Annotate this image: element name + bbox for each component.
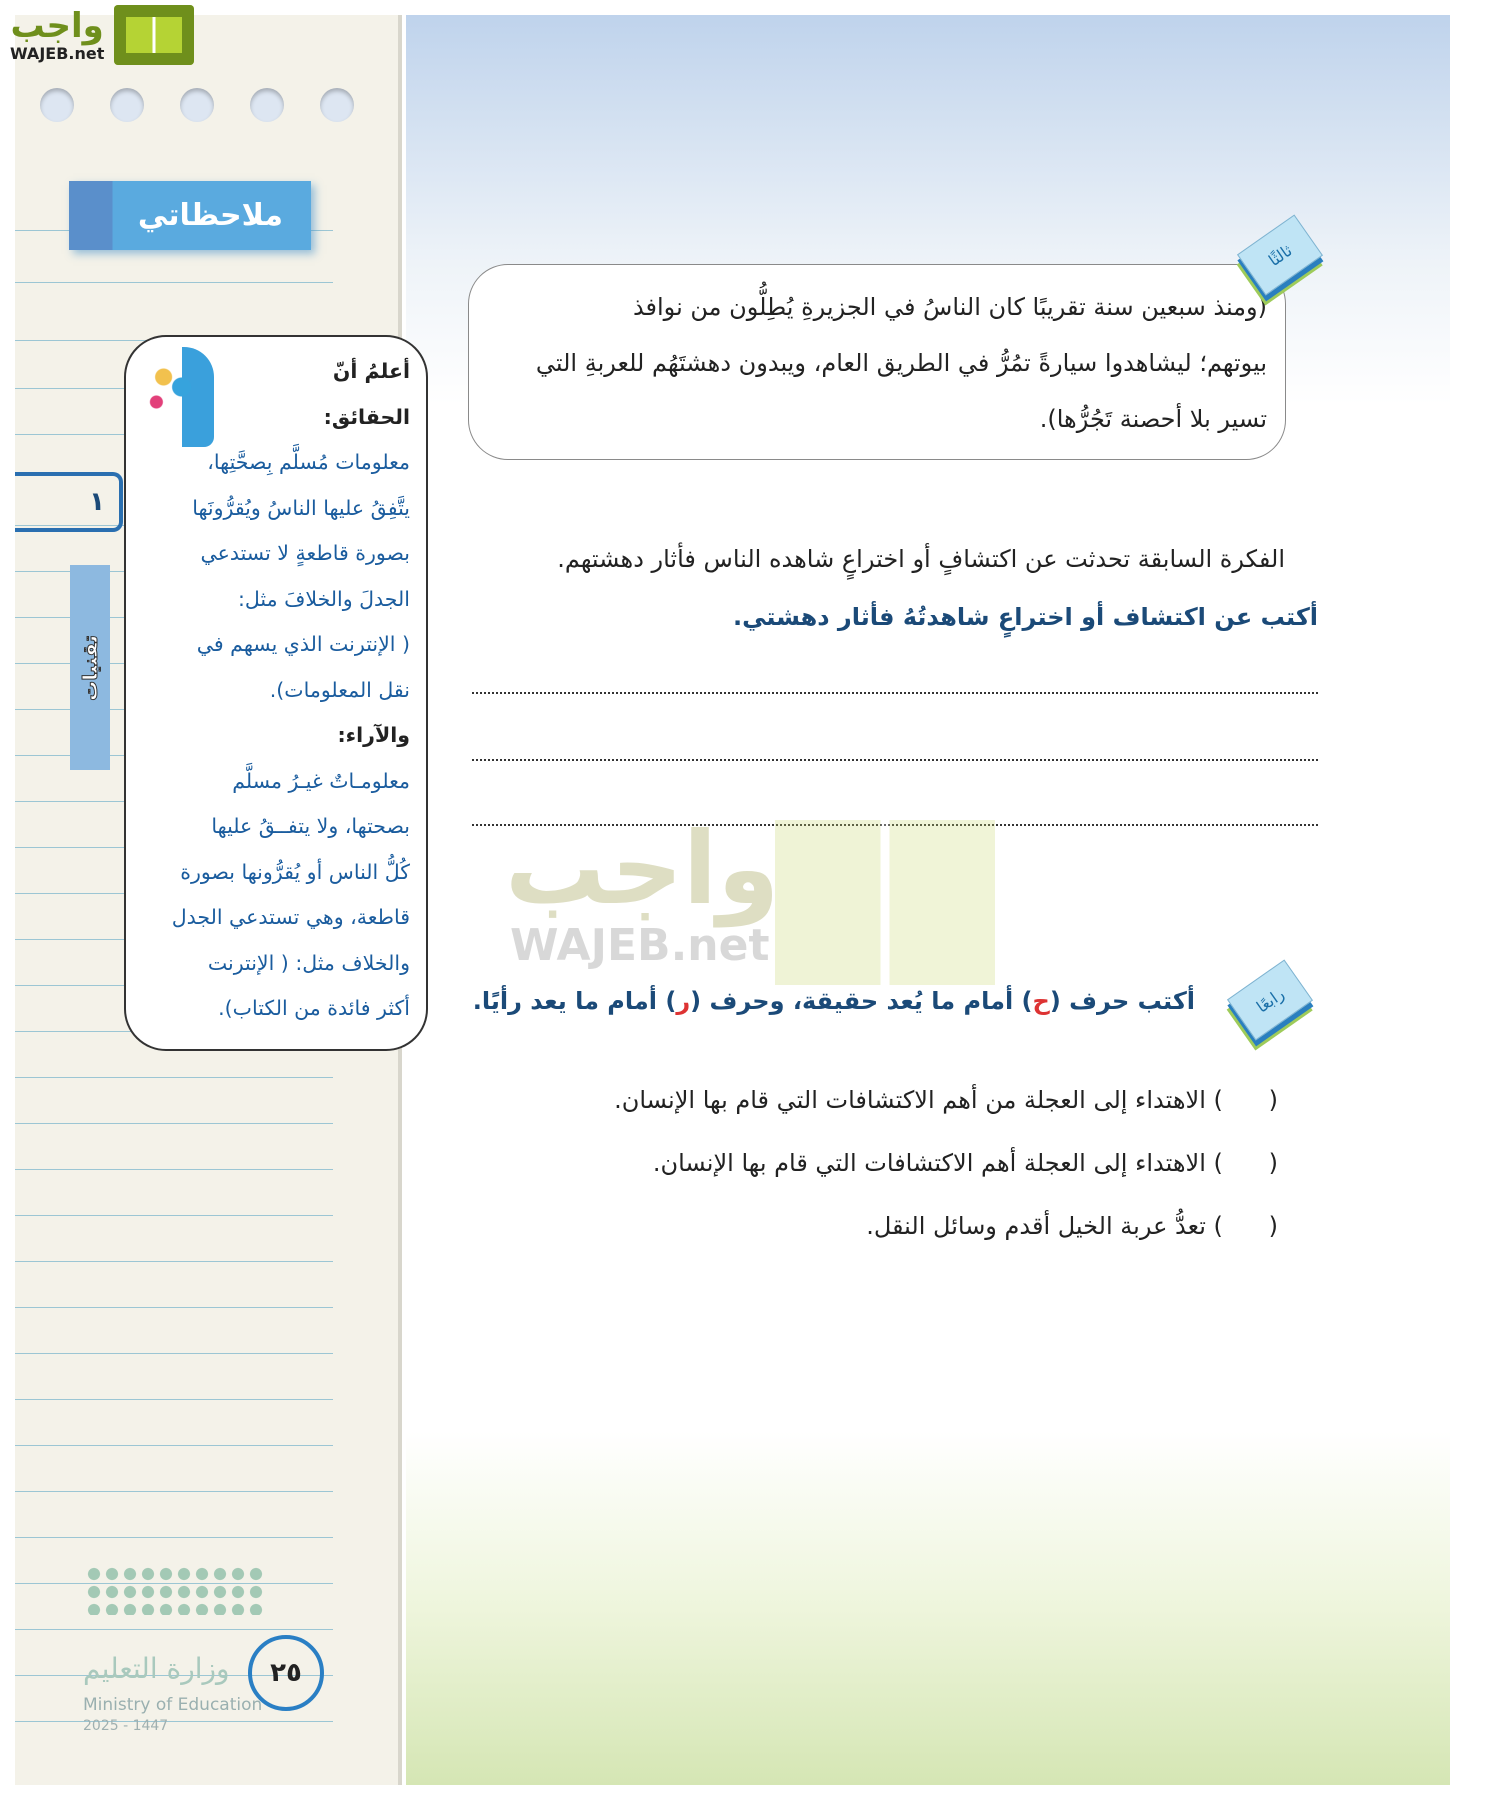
facts-line: نقل المعلومات). [269, 677, 410, 702]
passage-line: تسير بلا أحصنة تَجُرُّها). [1039, 405, 1267, 433]
binder-hole [320, 88, 354, 122]
binder-hole [40, 88, 74, 122]
section4-task [473, 987, 1195, 1015]
ministry-logo-dots [85, 1565, 265, 1615]
binder-hole [110, 88, 144, 122]
watermark-book-icon [775, 820, 995, 985]
head-gears-icon [142, 347, 214, 447]
opinions-line: معلومـاتٌ غيـرُ مسلَّم [232, 768, 410, 793]
facts-line: معلومات مُسلَّم بِصحَّتِها، [207, 450, 410, 474]
binder-hole [250, 88, 284, 122]
page-number [248, 1635, 324, 1711]
opinions-line: كُلُّ الناس أو يُقرُّونها بصورة [180, 859, 410, 884]
ministry-name-en: Ministry of Education [83, 1695, 263, 1715]
opinions-line: أكثر فائدة من الكتاب). [218, 996, 410, 1020]
facts-line: ( الإنترنت الذي يسهم في [196, 632, 410, 656]
section3-statement: الفكرة السابقة تحدثت عن اكتشافٍ أو اختراعٍ شاهده الناس فأثار دهشتهم. [557, 545, 1285, 573]
section3-badge-label: ثالثًا [1264, 240, 1296, 270]
answer-line[interactable] [472, 759, 1318, 761]
facts-line: يتَّفِقُ عليها الناسُ ويُقرُّونَها [192, 495, 410, 520]
section-tab-label: تقنيات [78, 634, 102, 701]
notes-title: ملاحظاتي [137, 198, 283, 233]
passage-line: بيوتهم؛ ليشاهدوا سيارةً تمُرُّ في الطريق العام، ويبدون دهشتَهُم للعربةِ التي [535, 349, 1267, 377]
opinions-line: والخلاف مثل: ( الإنترنت [207, 950, 410, 975]
wajeb-logo [10, 5, 194, 65]
facts-opinions-box [124, 335, 428, 1051]
passage-line: (ومنذ سبعين سنة تقريبًا كان الناسُ في الجزيرةِ يُطِلُّون من نوافذ [632, 293, 1267, 321]
statement-item[interactable]: ( ) الاهتداء إلى العجلة من أهم الاكتشافات التي قام بها الإنسان. [614, 1086, 1278, 1114]
section4-badge-label: رابعًا [1252, 983, 1288, 1017]
task-text: أكتب حرف ( [1049, 987, 1195, 1015]
statement-item[interactable]: ( ) الاهتداء إلى العجلة أهم الاكتشافات التي قام بها الإنسان. [652, 1149, 1278, 1177]
binder-hole [180, 88, 214, 122]
facts-line: الجدلَ والخلافَ مثل: [237, 586, 410, 611]
logo-arabic: واجب [10, 5, 104, 46]
facts-line: بصورة قاطعةٍ لا تستدعي [200, 541, 410, 565]
fact-letter: ح [1032, 987, 1050, 1015]
ministry-name-ar: وزارة التعليم [83, 1652, 230, 1685]
unit-tab [15, 472, 123, 532]
page-number-text: ٢٥ [270, 1658, 302, 1688]
watermark-latin: WAJEB.net [510, 920, 770, 971]
book-icon [114, 5, 194, 65]
passage-box [468, 264, 1286, 460]
section-tab [70, 565, 110, 770]
opinions-line: بصحتها، ولا يتفــقُ عليها [211, 814, 410, 838]
task-text: ) أمام ما يعد رأيًا. [472, 987, 677, 1015]
notes-header [69, 181, 311, 250]
unit-number: ١ [89, 487, 105, 517]
answer-line[interactable] [472, 692, 1318, 694]
watermark-arabic: واجب [505, 810, 780, 927]
task-text: ) أمام ما يُعد حقيقة، وحرف ( [690, 987, 1033, 1015]
logo-latin: WAJEB.net [10, 43, 105, 63]
opinions-heading: والآراء: [337, 723, 410, 747]
opinion-letter: ر [676, 987, 691, 1015]
year: 2025 - 1447 [83, 1718, 169, 1734]
section3-task: أكتب عن اكتشاف أو اختراعٍ شاهدتُهُ فأثار دهشتي. [733, 603, 1318, 631]
facts-box-title: أعلمُ أنّ [332, 359, 410, 383]
opinions-line: قاطعة، وهي تستدعي الجدل [171, 905, 410, 929]
facts-heading: الحقائق: [323, 404, 410, 429]
statement-item[interactable]: ( ) تعدُّ عربة الخيل أقدم وسائل النقل. [866, 1212, 1278, 1240]
